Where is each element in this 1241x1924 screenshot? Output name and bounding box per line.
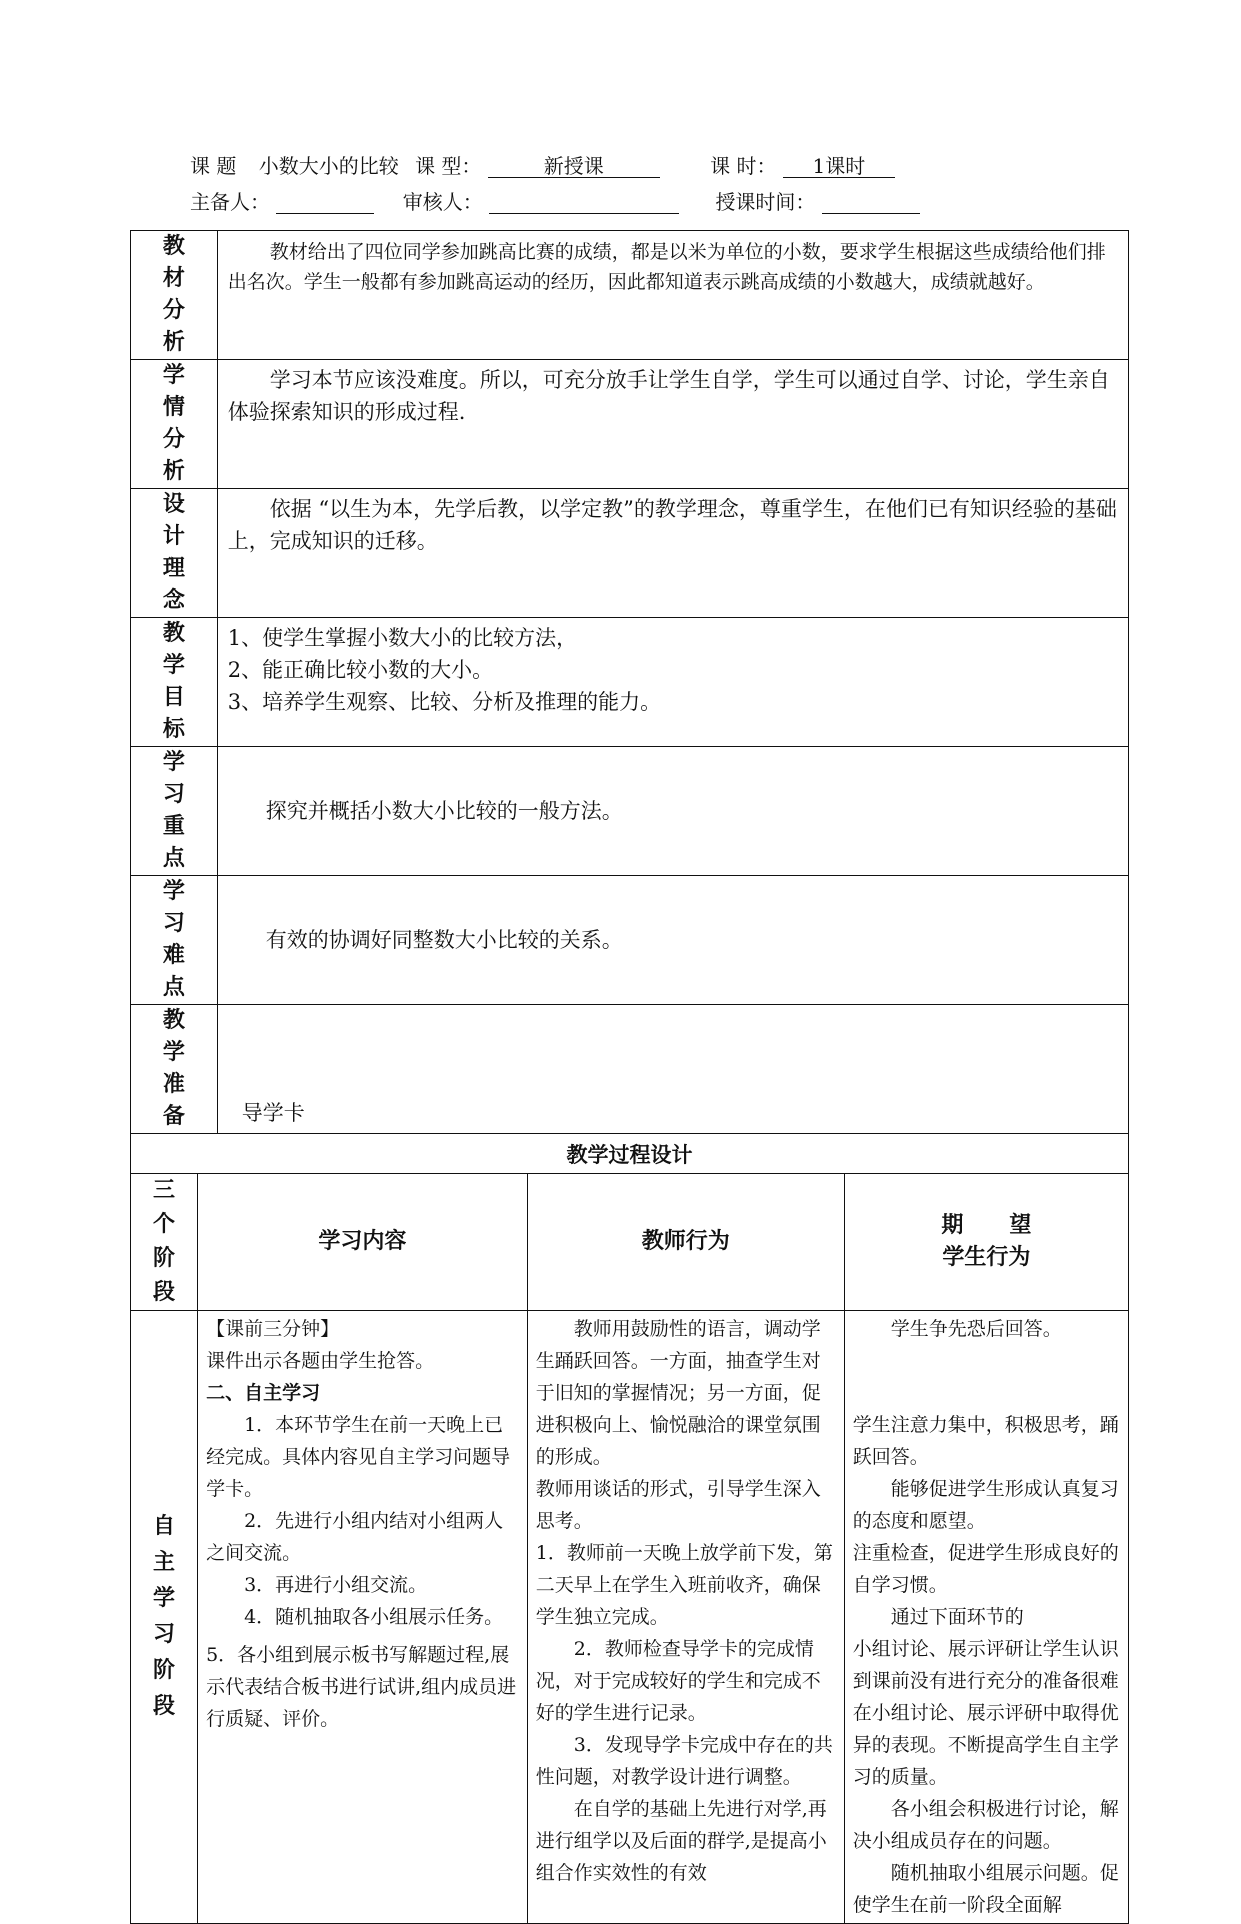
time-label: 授课时间： xyxy=(715,190,816,214)
preparer-value xyxy=(276,191,374,214)
row-process-title xyxy=(131,1134,1129,1174)
row-difficulty xyxy=(131,876,1129,1005)
header-student-line-2: 学生行为 xyxy=(942,1245,1031,1270)
teacher-line: 2．教师检查导学卡的完成情况，对于完成较好的学生和完成不好的学生进行记录。 xyxy=(535,1638,821,1724)
label-students: 学情分析 xyxy=(131,360,218,489)
preparer-label: 主备人： xyxy=(190,190,270,214)
header-teacher: 教师行为 xyxy=(527,1174,844,1311)
header-student xyxy=(844,1174,1128,1311)
student-line: 各小组会积极进行讨论，解决小组成员存在的问题。 xyxy=(852,1798,1119,1852)
student-line: 学生争先恐后回答。 xyxy=(890,1318,1062,1340)
row-self-study xyxy=(131,1311,1129,1924)
label-prep: 教学准备 xyxy=(131,1005,218,1134)
student-line: 通过下面环节的 xyxy=(890,1606,1024,1628)
content-line: 4．随机抽取各小组展示任务。 xyxy=(244,1606,504,1628)
header-stage: 三个阶段 xyxy=(131,1174,198,1311)
goal-item: 2、能正确比较小数的大小。 xyxy=(227,658,494,682)
student-line: 学生注意力集中，积极思考，踊跃回答。 xyxy=(852,1414,1119,1468)
teacher-line: 3．发现导学卡完成中存在的共性问题，对教学设计进行调整。 xyxy=(535,1734,833,1788)
content-line: 1．本环节学生在前一天晚上已经完成。具体内容见自主学习问题导学卡。 xyxy=(206,1414,511,1500)
reviewer-value xyxy=(489,191,679,214)
header-student-line-1: 期 望 xyxy=(941,1213,1032,1238)
label-textbook: 教材分析 xyxy=(131,231,218,360)
student-line: 小组讨论、展示评研让学生认识到课前没有进行充分的准备很难在小组讨论、展示评研中取得优异的表现。不断提高学生自主学习的质量。 xyxy=(852,1638,1119,1788)
text-students: 学习本节应该没难度。所以，可充分放手让学生自学，学生可以通过自学、讨论，学生亲自体验探索知识的形成过程. xyxy=(217,360,1128,489)
teacher-line: 1．教师前一天晚上放学前下发，第二天早上在学生入班前收齐，确保学生独立完成。 xyxy=(535,1542,833,1628)
teacher-line: 教师用鼓励性的语言，调动学生踊跃回答。一方面，抽查学生对于旧知的掌握情况；另一方面，促进积极向上、愉悦融洽的课堂氛围的形成。 xyxy=(535,1318,821,1468)
text-difficulty: 有效的协调好同整数大小比较的关系。 xyxy=(217,876,1128,1005)
hours-label: 课 时： xyxy=(710,154,777,178)
time-value xyxy=(822,191,920,214)
teacher-cell xyxy=(527,1311,844,1924)
stage-self-study: 自主学习阶段 xyxy=(131,1311,198,1924)
lesson-plan-table xyxy=(130,230,1129,1924)
goal-item: 1、使学生掌握小数大小的比较方法， xyxy=(227,626,578,650)
row-goals xyxy=(131,618,1129,747)
label-goals: 教学目标 xyxy=(131,618,218,747)
content-line: 5．各小组到展示板书写解题过程,展示代表结合板书进行试讲,组内成员进行质疑、评价。 xyxy=(206,1644,517,1730)
process-title: 教学过程设计 xyxy=(131,1134,1129,1174)
row-students xyxy=(131,360,1129,489)
text-textbook: 教材给出了四位同学参加跳高比赛的成绩，都是以米为单位的小数，要求学生根据这些成绩给他们排出名次。学生一般都有参加跳高运动的经历，因此都知道表示跳高成绩的小数越大，成绩就越好。 xyxy=(217,231,1128,360)
content-line: 2．先进行小组内结对小组两人之间交流。 xyxy=(206,1510,504,1564)
text-design: 依据 “以生为本，先学后教，以学定教”的教学理念，尊重学生，在他们已有知识经验的基础上，完成知识的迁移。 xyxy=(217,489,1128,618)
type-value: 新授课 xyxy=(488,155,660,178)
type-label: 课 型： xyxy=(415,154,482,178)
student-line: 能够促进学生形成认真复习的态度和愿望。 xyxy=(852,1478,1119,1532)
header-line-1 xyxy=(190,150,895,179)
row-column-headers xyxy=(131,1174,1129,1311)
content-line: 课件出示各题由学生抢答。 xyxy=(206,1350,435,1372)
content-heading: 二、自主学习 xyxy=(206,1382,321,1404)
label-focus: 学习重点 xyxy=(131,747,218,876)
label-design: 设计理念 xyxy=(131,489,218,618)
reviewer-label: 审核人： xyxy=(402,190,483,214)
header-content: 学习内容 xyxy=(198,1174,528,1311)
text-prep: 导学卡 xyxy=(217,1005,1128,1134)
topic-value: 小数大小的比较 xyxy=(258,154,399,178)
row-textbook xyxy=(131,231,1129,360)
teacher-line: 教师用谈话的形式，引导学生深入思考。 xyxy=(535,1478,821,1532)
header-line-2 xyxy=(190,186,920,215)
row-design xyxy=(131,489,1129,618)
hours-value: 1课时 xyxy=(783,155,895,178)
row-focus xyxy=(131,747,1129,876)
text-focus: 探究并概括小数大小比较的一般方法。 xyxy=(217,747,1128,876)
student-cell xyxy=(844,1311,1128,1924)
student-line: 注重检查，促进学生形成良好的自学习惯。 xyxy=(852,1542,1119,1596)
teacher-line: 在自学的基础上先进行对学,再进行组学以及后面的群学,是提高小组合作实效性的有效 xyxy=(535,1798,827,1884)
row-prep xyxy=(131,1005,1129,1134)
topic-label: 课 题 xyxy=(190,154,237,178)
content-cell xyxy=(198,1311,528,1924)
list-goals xyxy=(217,618,1128,747)
label-difficulty: 学习难点 xyxy=(131,876,218,1005)
content-line: 【课前三分钟】 xyxy=(206,1318,340,1340)
student-line: 随机抽取小组展示问题。促使学生在前一阶段全面解 xyxy=(852,1862,1119,1916)
goal-item: 3、培养学生观察、比较、分析及推理的能力。 xyxy=(227,690,662,714)
content-line: 3．再进行小组交流。 xyxy=(244,1574,428,1596)
